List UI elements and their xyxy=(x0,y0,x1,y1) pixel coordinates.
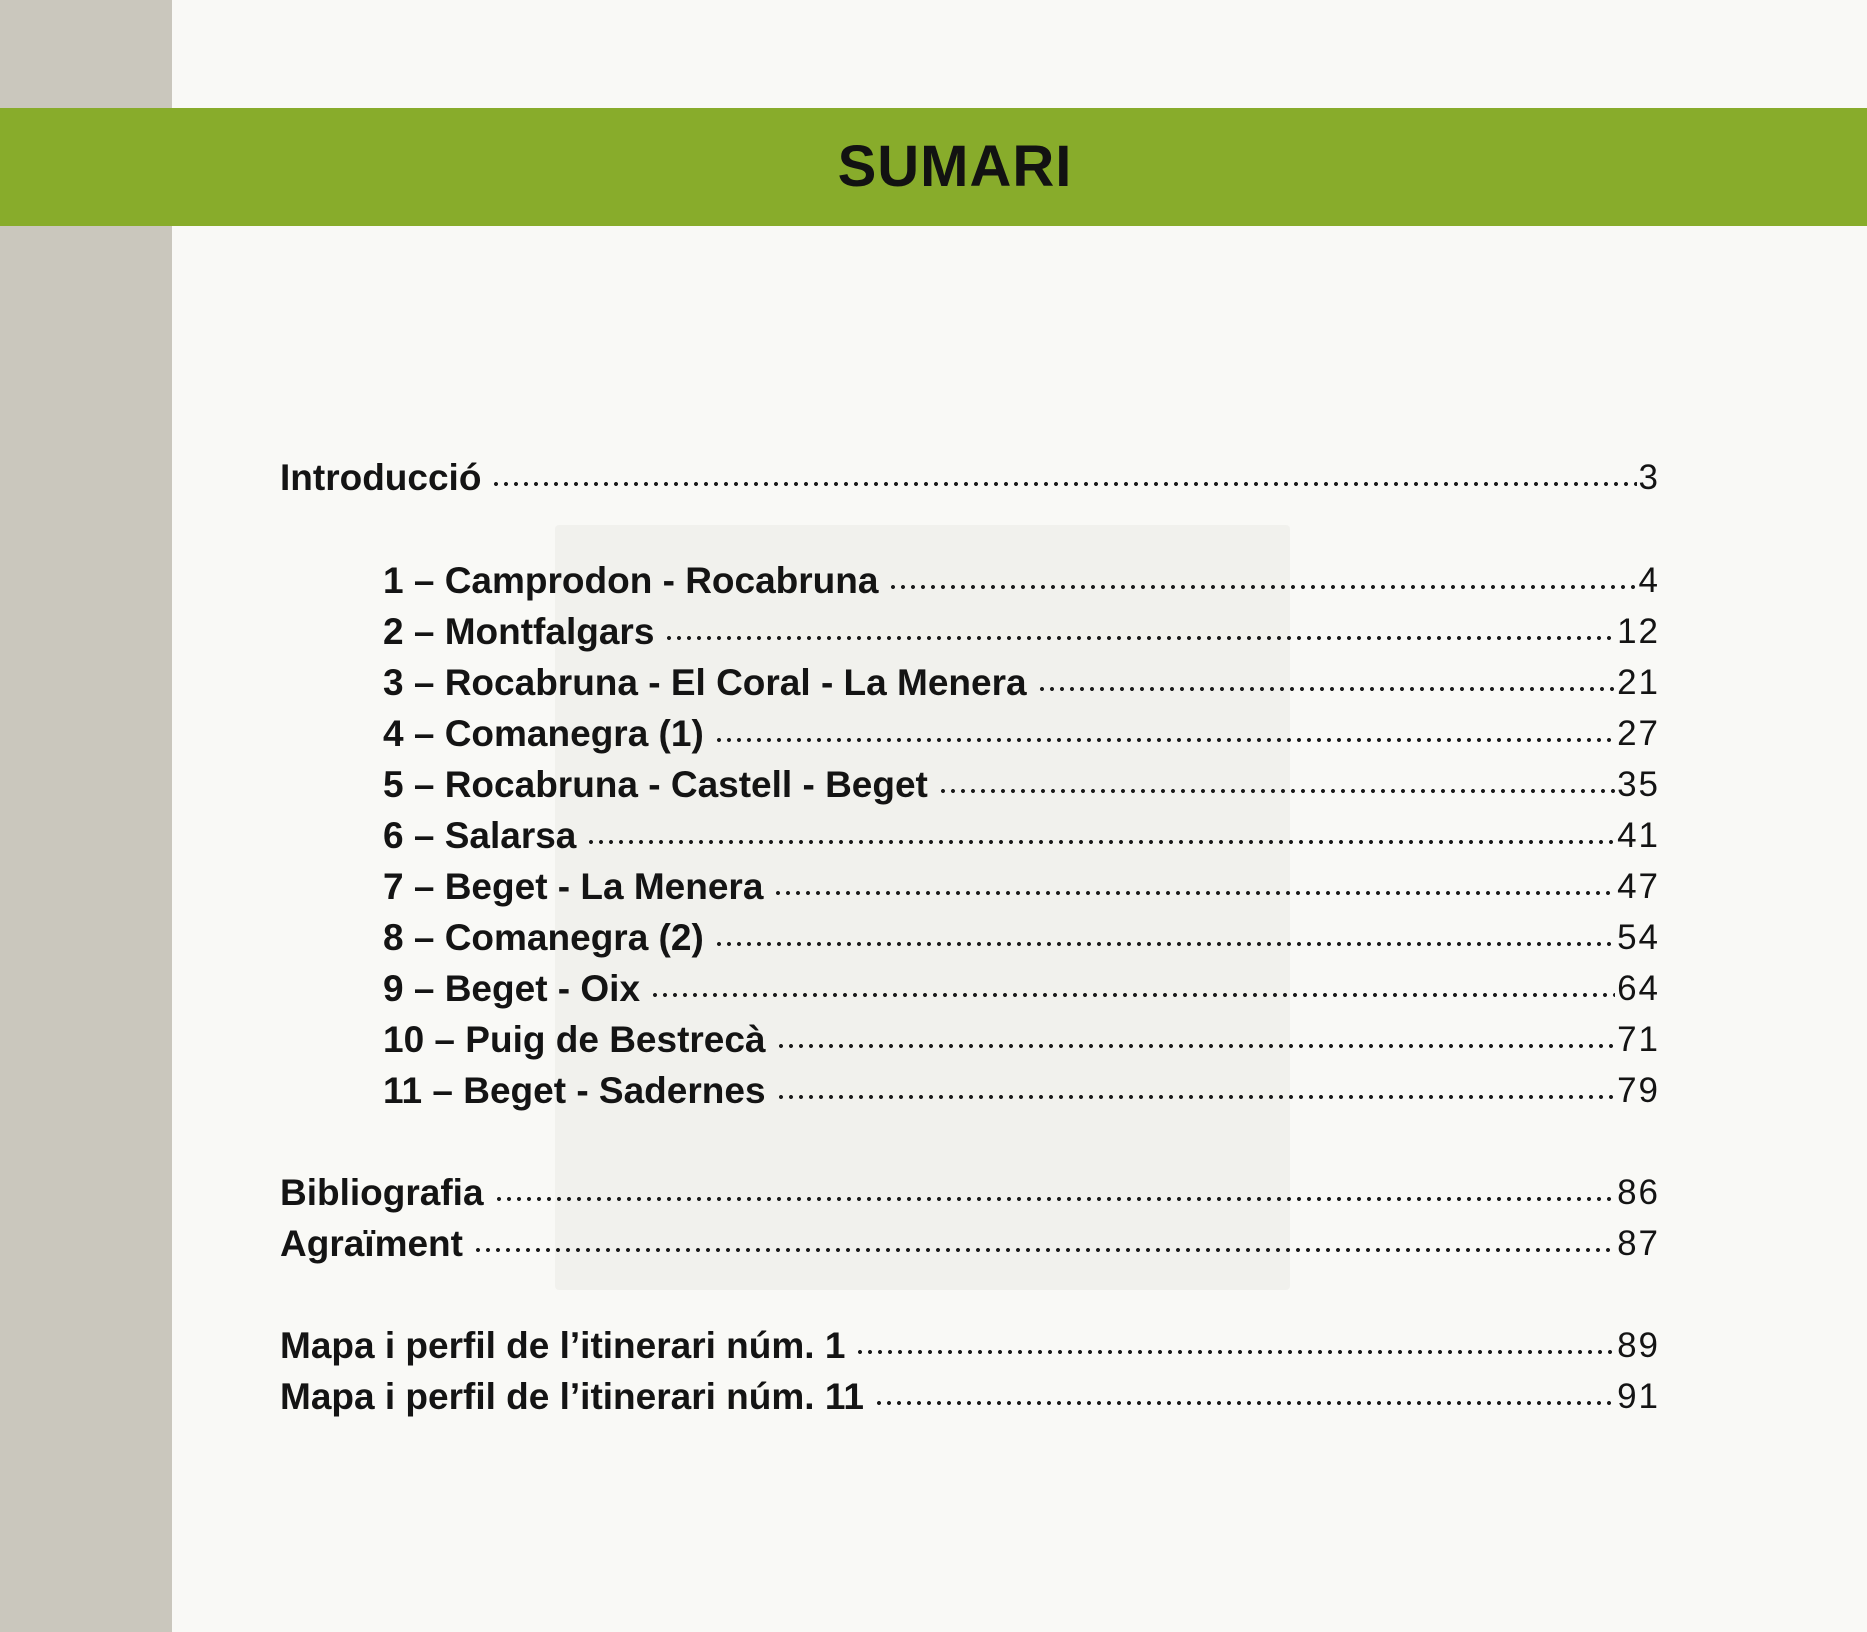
toc-entry-bibliografia[interactable] xyxy=(280,1167,1660,1219)
toc-entry-label: 3 – Rocabruna - El Coral - La Menera xyxy=(383,662,1027,703)
toc-entry-itinerary-1[interactable] xyxy=(280,555,1660,607)
toc-entry-itinerary-6[interactable] xyxy=(280,810,1660,862)
toc-entry-label: 9 – Beget - Oix xyxy=(383,968,641,1009)
toc-entry-page: 91 xyxy=(1617,1377,1660,1416)
dot-leader xyxy=(714,735,1615,745)
page-title: SUMARI xyxy=(837,134,1073,199)
toc-entry-page: 21 xyxy=(1617,663,1660,702)
toc-entry-itinerary-10[interactable] xyxy=(280,1014,1660,1066)
toc-entry-map-itinerary-11[interactable] xyxy=(280,1371,1660,1423)
toc-entry-label: Mapa i perfil de l’itinerari núm. 11 xyxy=(280,1376,864,1417)
toc-entry-itinerary-9[interactable] xyxy=(280,963,1660,1015)
toc-entry-page: 89 xyxy=(1617,1326,1660,1365)
toc-entry-page: 86 xyxy=(1617,1173,1660,1212)
toc-entry-page: 12 xyxy=(1617,612,1660,651)
toc-entry-label: Introducció xyxy=(280,457,482,498)
toc-entry-label: 4 – Comanegra (1) xyxy=(383,713,704,754)
dot-leader xyxy=(473,1245,1615,1255)
toc-entry-label: 1 – Camprodon - Rocabruna xyxy=(383,560,879,601)
dot-leader xyxy=(776,1092,1616,1102)
toc-entry-itinerary-8[interactable] xyxy=(280,912,1660,964)
toc-entry-page: 47 xyxy=(1617,867,1660,906)
dot-leader xyxy=(855,1347,1615,1357)
toc-entry-map-itinerary-1[interactable] xyxy=(280,1320,1660,1372)
dot-leader xyxy=(650,990,1615,1000)
dot-leader xyxy=(938,786,1615,796)
dot-leader xyxy=(773,888,1615,898)
dot-leader xyxy=(714,939,1615,949)
toc-entry-agraiment[interactable] xyxy=(280,1218,1660,1270)
toc-entry-label: 6 – Salarsa xyxy=(383,815,577,856)
toc-entry-page: 35 xyxy=(1617,765,1660,804)
toc-entry-page: 64 xyxy=(1617,969,1660,1008)
dot-leader xyxy=(664,633,1615,643)
toc-entry-label: Agraïment xyxy=(280,1223,463,1264)
dot-leader xyxy=(586,837,1615,847)
dot-leader xyxy=(491,479,1636,489)
toc-entry-itinerary-4[interactable] xyxy=(280,708,1660,760)
toc-entry-page: 79 xyxy=(1617,1071,1660,1110)
toc-entry-label: Bibliografia xyxy=(280,1172,484,1213)
dot-leader xyxy=(1037,684,1616,694)
toc-entry-label: 5 – Rocabruna - Castell - Beget xyxy=(383,764,928,805)
toc-entry-itinerary-5[interactable] xyxy=(280,759,1660,811)
toc-entry-page: 54 xyxy=(1617,918,1660,957)
toc-entry-label: 2 – Montfalgars xyxy=(383,611,655,652)
toc-entry-label: 10 – Puig de Bestrecà xyxy=(383,1019,766,1060)
toc-entry-label: Mapa i perfil de l’itinerari núm. 1 xyxy=(280,1325,846,1366)
dot-leader xyxy=(874,1398,1615,1408)
dot-leader xyxy=(776,1041,1616,1051)
toc-entry-label: 11 – Beget - Sadernes xyxy=(383,1070,766,1111)
toc-entry-page: 4 xyxy=(1638,561,1660,600)
title-band xyxy=(0,108,1867,226)
toc-entry-page: 27 xyxy=(1617,714,1660,753)
dot-leader xyxy=(494,1194,1616,1204)
dot-leader xyxy=(888,582,1636,592)
toc-entry-label: 8 – Comanegra (2) xyxy=(383,917,704,958)
toc-entry-introduccio[interactable] xyxy=(280,452,1660,504)
toc-entry-itinerary-11[interactable] xyxy=(280,1065,1660,1117)
toc-entry-page: 87 xyxy=(1617,1224,1660,1263)
toc-entry-label: 7 – Beget - La Menera xyxy=(383,866,764,907)
side-strip xyxy=(0,0,172,1632)
toc-entry-itinerary-3[interactable] xyxy=(280,657,1660,709)
toc-entry-itinerary-7[interactable] xyxy=(280,861,1660,913)
toc-entry-page: 41 xyxy=(1617,816,1660,855)
toc-entry-page: 3 xyxy=(1638,458,1660,497)
toc-entry-itinerary-2[interactable] xyxy=(280,606,1660,658)
toc-entry-page: 71 xyxy=(1617,1020,1660,1059)
